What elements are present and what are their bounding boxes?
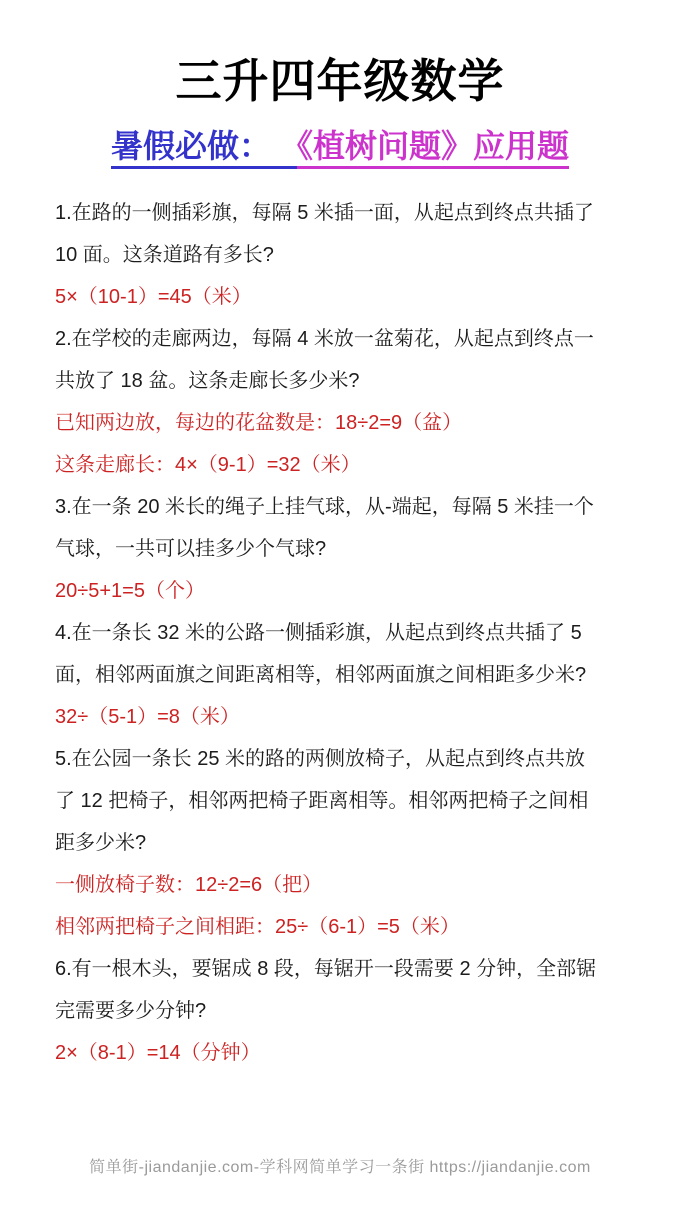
answer-line: 相邻两把椅子之间相距：25÷（6-1）=5（米） (55, 916, 460, 938)
question-line: 3.在一条 20 米长的绳子上挂气球，从-端起，每隔 5 米挂一个 (55, 496, 594, 518)
question-line: 4.在一条长 32 米的公路一侧插彩旗，从起点到终点共插了 5 (55, 622, 582, 644)
question-line: 气球，一共可以挂多少个气球? (55, 538, 327, 560)
answer-line: 这条走廊长：4×（9-1）=32（米） (55, 454, 361, 476)
question-line: 6.有一根木头，要锯成 8 段，每锯开一段需要 2 分钟，全部锯 (55, 958, 597, 980)
question-line: 距多少米? (55, 832, 147, 854)
footer-watermark: 简单街-jiandanjie.com-学科网简单学习一条街 https://jiandanjie.com (89, 1159, 591, 1176)
subtitle (0, 124, 680, 168)
question-line: 了 12 把椅子，相邻两把椅子距离相等。相邻两把椅子之间相 (55, 790, 589, 812)
question-line: 5.在公园一条长 25 米的路的两侧放椅子，从起点到终点共放 (55, 748, 586, 770)
answer-line: 2×（8-1）=14（分钟） (55, 1042, 261, 1064)
answer-line: 32÷（5-1）=8（米） (55, 706, 240, 728)
answer-line: 20÷5+1=5（个） (55, 580, 205, 602)
question-line: 完需要多少分钟? (55, 1000, 207, 1022)
page-title: 三升四年级数学 (175, 55, 505, 107)
question-line: 10 面。这条道路有多长? (55, 244, 274, 266)
answer-line: 一侧放椅子数：12÷2=6（把） (55, 874, 323, 896)
subtitle-prefix: 暑假必做： (111, 128, 297, 169)
subtitle-topic: 《植树问题》应用题 (297, 128, 569, 169)
answer-line: 5×（10-1）=45（米） (55, 286, 252, 308)
question-line: 2.在学校的走廊两边，每隔 4 米放一盆菊花，从起点到终点一 (55, 328, 594, 350)
question-line: 共放了 18 盆。这条走廊长多少米? (55, 370, 360, 392)
question-line: 1.在路的一侧插彩旗，每隔 5 米插一面，从起点到终点共插了 (55, 202, 594, 224)
question-line: 面，相邻两面旗之间距离相等，相邻两面旗之间相距多少米? (55, 664, 587, 686)
answer-line: 已知两边放，每边的花盆数是：18÷2=9（盆） (55, 412, 463, 434)
worksheet-body (55, 192, 632, 1074)
